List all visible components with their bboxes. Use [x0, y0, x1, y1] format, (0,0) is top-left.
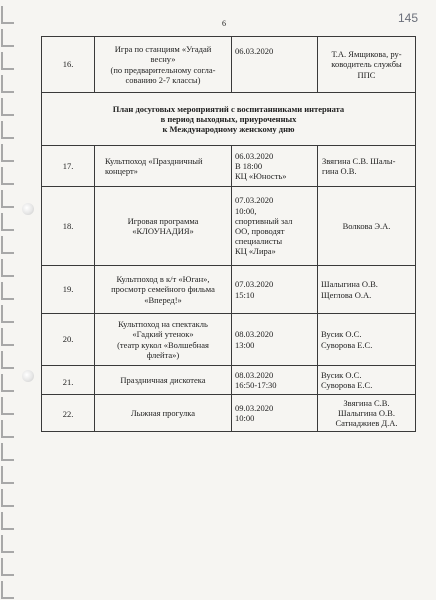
binding-mark [1, 98, 14, 116]
table-row [42, 395, 416, 432]
table-row [42, 187, 416, 266]
row-number: 22. [42, 395, 95, 432]
event-name: Игровая программа «КЛОУНАДИЯ» [95, 187, 232, 266]
event-date: 08.03.2020 16:50-17:30 [232, 366, 318, 395]
row-number: 18. [42, 187, 95, 266]
plan-heading: План досуговых мероприятий с воспитанниками интерната в период выходных, приуроченных к Международному женскому дню [42, 93, 416, 146]
event-responsible: Волкова Э.А. [318, 187, 416, 266]
event-date: 07.03.2020 10:00, спортивный зал ОО, проводят специалисты КЦ «Лира» [232, 187, 318, 266]
table-row [42, 314, 416, 366]
event-date: 07.03.2020 15:10 [232, 266, 318, 314]
event-responsible: Т.А. Ямщикова, ру- ководитель службы ППС [318, 37, 416, 93]
binding-mark [1, 489, 14, 507]
row-number: 16. [42, 37, 95, 93]
punch-hole [22, 203, 34, 215]
binding-mark [1, 374, 14, 392]
event-responsible: Вусик О.С. Суворова Е.С. [318, 314, 416, 366]
row-number: 17. [42, 146, 95, 187]
binding-mark [1, 213, 14, 231]
event-date: 09.03.2020 10:00 [232, 395, 318, 432]
binding-mark [1, 351, 14, 369]
table-row [42, 37, 416, 93]
binding-mark [1, 75, 14, 93]
binding-mark [1, 259, 14, 277]
binding-mark [1, 52, 14, 70]
event-responsible: Шалыгина О.В. Щеглова О.А. [318, 266, 416, 314]
event-name: Культпоход «Праздничный концерт» [95, 146, 232, 187]
binding-mark [1, 558, 14, 576]
page-number: 6 [222, 19, 226, 28]
table-row [42, 266, 416, 314]
binding-mark [1, 443, 14, 461]
binding-mark [1, 29, 14, 47]
event-name: Игра по станциям «Угадай весну» (по предварительному согла- сованию 2-7 классы) [95, 37, 232, 93]
events-table [41, 36, 416, 432]
binding-mark [1, 397, 14, 415]
binding-mark [1, 6, 14, 24]
table-row [42, 366, 416, 395]
event-responsible: Вусик О.С. Суворова Е.С. [318, 366, 416, 395]
binding-mark [1, 236, 14, 254]
binding-mark [1, 121, 14, 139]
event-date: 06.03.2020 [232, 37, 318, 93]
binding-mark [1, 167, 14, 185]
binding-mark [1, 420, 14, 438]
table-row [42, 146, 416, 187]
binding-mark [1, 282, 14, 300]
event-date: 06.03.2020 В 18:00 КЦ «Юность» [232, 146, 318, 187]
binding-mark [1, 144, 14, 162]
event-responsible: Звягина С.В. Шалыгина О.В. Сатнаджиев Д.А. [318, 395, 416, 432]
binding-edge [0, 0, 22, 600]
binding-mark [1, 535, 14, 553]
punch-hole [22, 370, 34, 382]
event-responsible: Звягина С.В. Шалы- гина О.В. [318, 146, 416, 187]
event-date: 08.03.2020 13:00 [232, 314, 318, 366]
binding-mark [1, 466, 14, 484]
binding-mark [1, 305, 14, 323]
binding-mark [1, 190, 14, 208]
event-name: Культпоход на спектакль «Гадкий утенок» (театр кукол «Волшебная флейта») [95, 314, 232, 366]
binding-mark [1, 581, 14, 599]
sheet-stamp-number: 145 [398, 11, 419, 25]
binding-mark [1, 328, 14, 346]
event-name: Лыжная прогулка [95, 395, 232, 432]
binding-mark [1, 512, 14, 530]
event-name: Праздничная дискотека [95, 366, 232, 395]
event-name: Культпоход в к/т «Юган», просмотр семейного фильма «Вперед!» [95, 266, 232, 314]
row-number: 21. [42, 366, 95, 395]
row-number: 20. [42, 314, 95, 366]
row-number: 19. [42, 266, 95, 314]
section-heading-row [42, 93, 416, 146]
